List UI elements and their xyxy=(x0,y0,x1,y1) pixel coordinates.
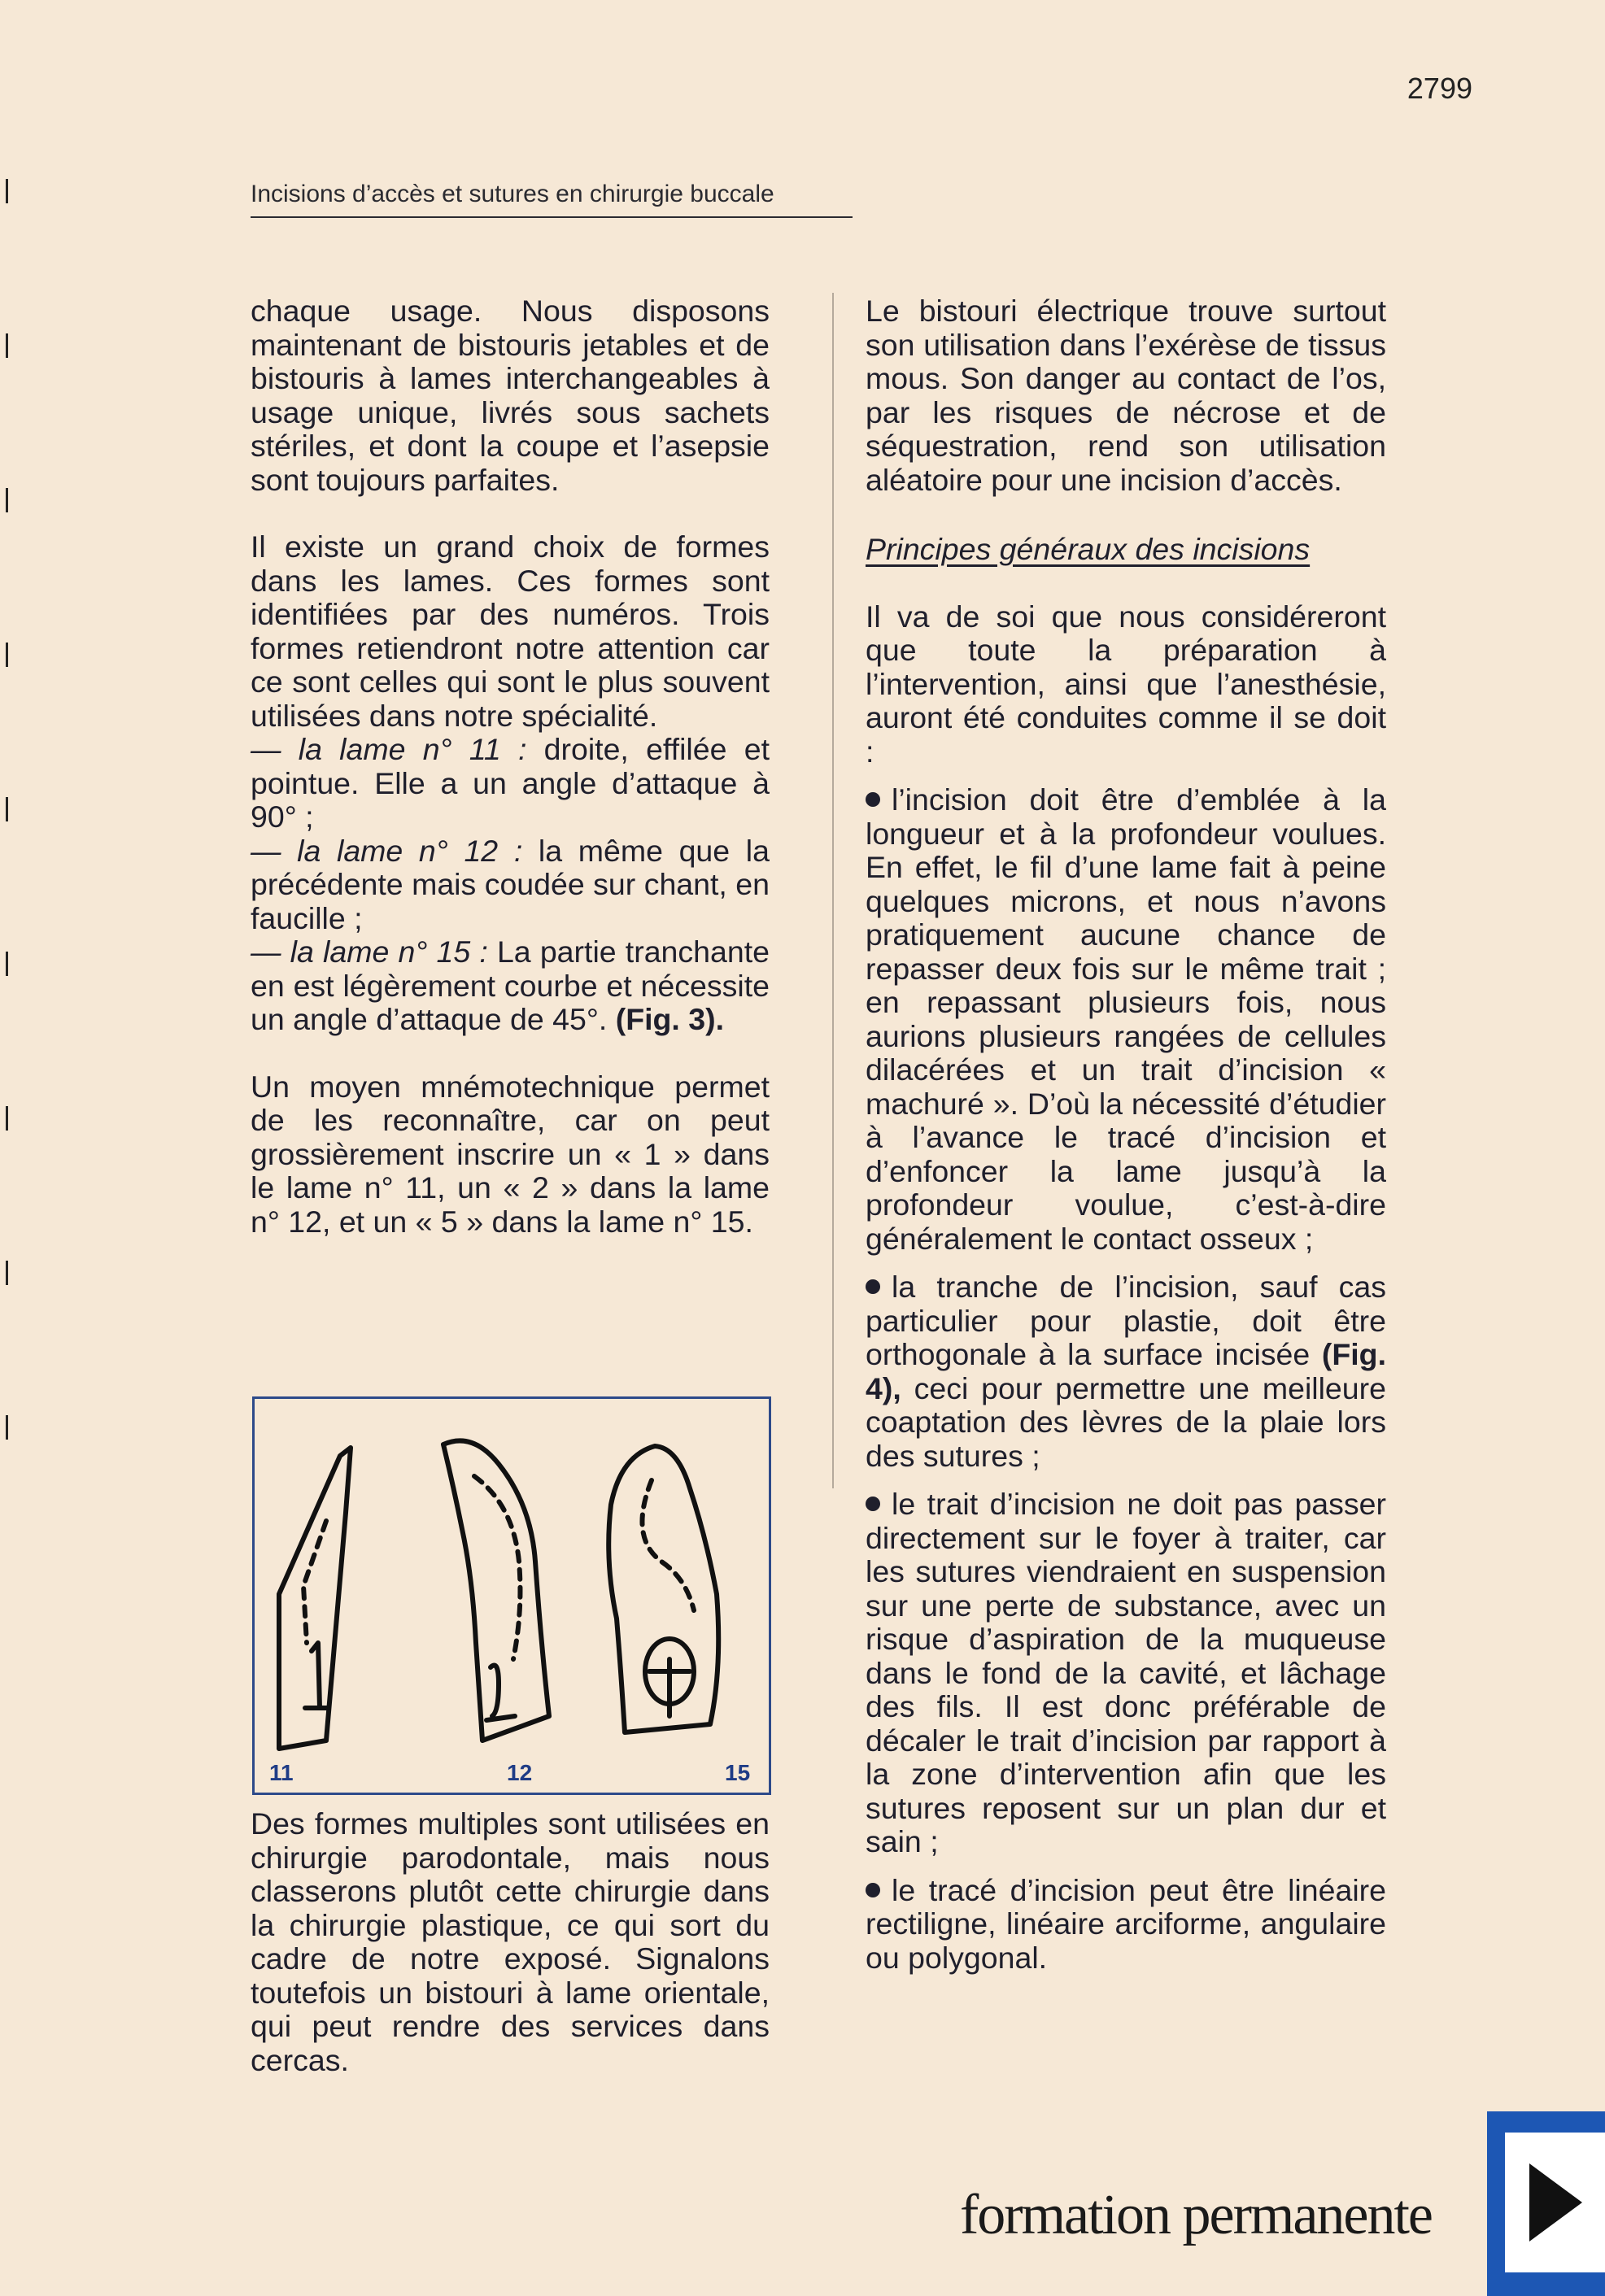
right-column xyxy=(866,294,1386,1975)
figure-label-12: 12 xyxy=(507,1760,533,1785)
blade-11-dashed xyxy=(303,1521,326,1643)
bullet-item xyxy=(866,1488,1386,1859)
paragraph: Il existe un grand choix de formes dans les lames. Ces formes sont identifiées par des numéros. Trois formes retiendront notre attention car ce sont celles qui sont le plus souvent utilisées dans notre spécialité. xyxy=(251,529,770,733)
left-column-bottom xyxy=(251,1807,770,2077)
bullet-text: la tranche de l’incision, sauf cas particulier pour plastie, doit être orthogonale à la surface incisée xyxy=(866,1270,1386,1371)
section-heading: Principes généraux des incisions xyxy=(866,532,1311,566)
bullet-item xyxy=(866,1270,1386,1473)
bullet-text: ceci pour permettre une meilleure coaptation des lèvres de la plaie lors des sutures ; xyxy=(866,1370,1386,1473)
paragraph: Il va de soi que nous considéreront que toute la préparation à l’intervention, ainsi que l’anesthésie, auront été conduites comme il se doit : xyxy=(866,599,1386,769)
figure-reference: (Fig. 3). xyxy=(615,1002,725,1036)
paragraph: Le bistouri électrique trouve surtout son utilisation dans l’exérèse de tissus mous. Son danger au contact de l’os, par les risques de nécrose et de séquestration, rend son utilisation aléatoire pour une incision d’accès. xyxy=(866,294,1386,497)
figure-label-11: 11 xyxy=(269,1760,294,1785)
footer-tab xyxy=(1487,2111,1605,2296)
play-arrow-icon xyxy=(1505,2133,1605,2272)
list-item-label: — la lame n° 15 : xyxy=(251,935,488,969)
footer-tab-inner xyxy=(1505,2133,1605,2272)
blade-11-mark xyxy=(305,1643,328,1708)
list-item xyxy=(251,834,770,936)
figure-label-15: 15 xyxy=(725,1760,751,1785)
bullet-text: le trait d’incision ne doit pas passer directement sur le foyer à traiter, car les sutures viendraient en suspension sur une perte de substance, avec un risque d’aspiration de la muqueuse dans le fond de la cavité, et lâchage des fils. Il est donc préférable de décaler le trait d’incision par rapport à la zone d’intervention afin que les sutures reposent sur un plan dur et sain ; xyxy=(866,1487,1386,1858)
list-item-text: La partie tranchante en est légèrement courbe et nécessite un angle d’attaque de 45°. xyxy=(251,935,770,1036)
blade-12-dashed xyxy=(474,1476,520,1659)
blade-15-outline xyxy=(608,1446,718,1732)
blade-12-mark xyxy=(486,1666,515,1721)
page-number: 2799 xyxy=(1407,72,1472,105)
paragraph: Des formes multiples sont utilisées en chirurgie parodontale, mais nous classerons plutôt cette chirurgie dans la chirurgie plastique, ce qui sort du cadre de notre exposé. Signalons toutefois un bistouri à lame orientale, qui peut rendre des services dans cercas. xyxy=(251,1806,770,2077)
list-item-text: la même que la précédente mais coudée sur chant, en faucille ; xyxy=(251,833,770,935)
column-divider xyxy=(832,293,834,1488)
bullet-icon xyxy=(866,1497,880,1511)
bullet-icon xyxy=(866,792,880,807)
scalpel-blades-drawing xyxy=(255,1399,769,1793)
list-item xyxy=(251,935,770,1037)
footer-title: formation permanente xyxy=(959,2184,1432,2246)
blade-15-dashed xyxy=(642,1480,694,1610)
running-header: Incisions d’accès et sutures en chirurgie buccale xyxy=(251,181,853,218)
list-item-label: — la lame n° 11 : xyxy=(251,732,527,766)
list-item-label: — la lame n° 12 : xyxy=(251,833,523,868)
bullet-text: le tracé d’incision peut être linéaire rectiligne, linéaire arciforme, angulaire ou polygonal. xyxy=(866,1872,1386,1975)
bullet-text: l’incision doit être d’emblée à la longueur et à la profondeur voulues. En effet, le fil d’une lame fait à peine quelques microns, et nous n’avons pratiquement aucune chance de repasser deux fois sur le même trait ; en repassant plusieurs fois, nous aurions plusieurs rangées de cellules dilacérées et un trait d’incision « machuré ». D’où la nécessité d’étudier à l’avance le tracé d’incision et d’enfoncer la lame jusqu’à la profondeur voulue, c’est-à-dire généralement le contact osseux ; xyxy=(866,782,1386,1256)
bullet-item xyxy=(866,783,1386,1256)
figure-3-blades xyxy=(252,1396,771,1795)
figure-reference: (Fig. 4), xyxy=(866,1337,1386,1405)
left-column xyxy=(251,294,770,1239)
bullet-icon xyxy=(866,1883,880,1897)
paragraph: chaque usage. Nous disposons maintenant de bistouris jetables et de bistouris à lames interchangeables à usage unique, livrés sous sachets stériles, et dont la coupe et l’asepsie sont toujours parfaites. xyxy=(251,294,770,497)
list-item xyxy=(251,733,770,834)
binding-holes-decoration xyxy=(3,146,11,1610)
blade-11-outline xyxy=(279,1448,351,1749)
bullet-item xyxy=(866,1874,1386,1976)
list-item-text: droite, effilée et pointue. Elle a un angle d’attaque à 90° ; xyxy=(251,732,770,834)
paragraph: Un moyen mnémotechnique permet de les reconnaître, car on peut grossièrement inscrire un « 1 » dans le lame n° 11, un « 2 » dans la lame n° 12, et un « 5 » dans la lame n° 15. xyxy=(251,1069,770,1239)
bullet-icon xyxy=(866,1279,880,1294)
